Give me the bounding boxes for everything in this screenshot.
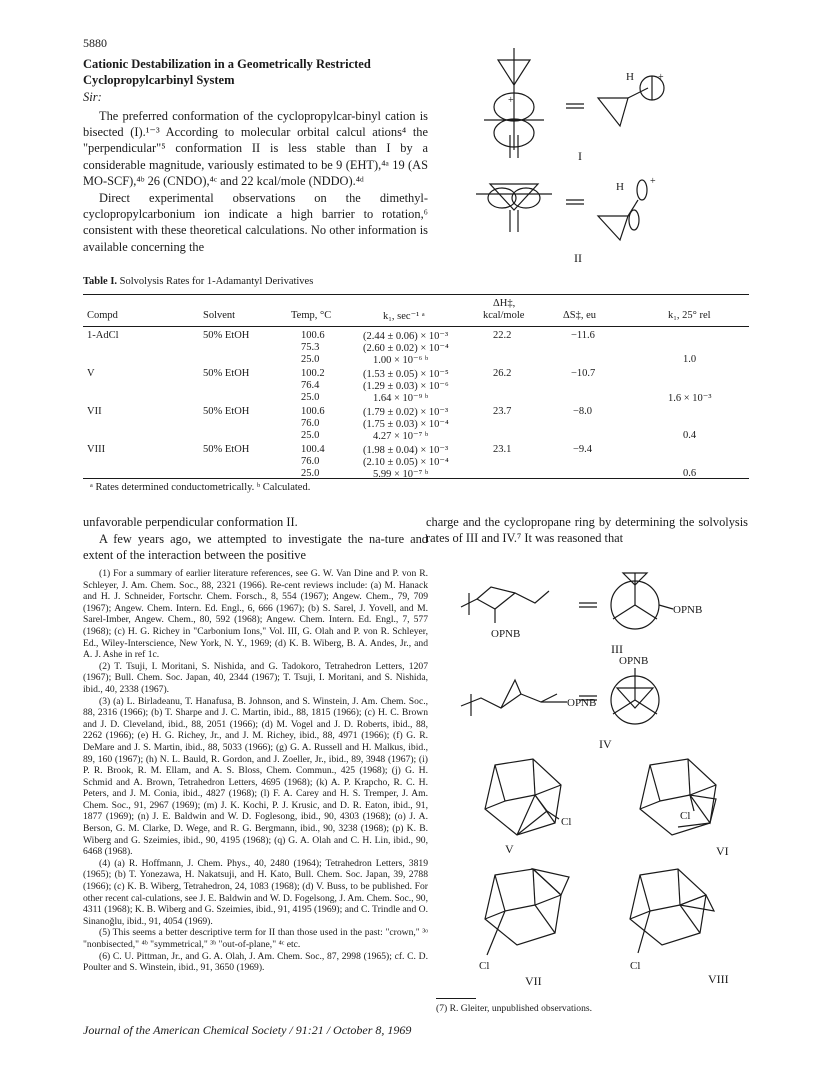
row-dh: 22.2 <box>493 330 512 341</box>
row-k1: 1.00 × 10⁻⁶ ᵇ <box>373 355 429 366</box>
row-solvent: 50% EtOH <box>203 330 250 341</box>
row-temp: 76.0 <box>301 456 320 467</box>
row-compd: 1-AdCl <box>87 330 119 341</box>
salutation: Sir: <box>83 90 102 104</box>
adamantane-bond-2 <box>505 895 561 911</box>
title-line-1: Cationic Destabilization in a Geometrically Restricted <box>83 57 371 71</box>
reference-7: (7) R. Gleiter, unpublished observations. <box>436 1003 593 1014</box>
row-ds: −11.6 <box>571 330 595 341</box>
table-rule-top <box>83 294 749 295</box>
paragraph-1: The preferred conformation of the cyclopropylcar-binyl cation is bisected (I).¹⁻³ According to molecular orbital calcul ations⁴ the "perpendicular"⁵ conformation II is less stable than I by a considerable magnitude, variously estimated to be 9 (EHT),⁴ᵃ 19 (AS MO-SCF),⁴ᵇ 26 (CNDO),⁴ᶜ and 22 kcal/mole (NDDO).⁴ᵈ <box>83 109 428 188</box>
row-krel: 1.0 <box>683 354 697 365</box>
paragraph-3: A few years ago, we attempted to investigate the na-ture and extent of the interaction between the positive <box>83 532 428 563</box>
row-dh: 23.1 <box>493 444 512 455</box>
opnb-bond <box>659 605 673 609</box>
adamantane-bond <box>485 875 505 919</box>
structure-I <box>470 40 700 163</box>
row-k1: 5.99 × 10⁻⁷ ᵇ <box>373 469 429 480</box>
cyclopropane-ring <box>490 184 538 210</box>
cyclopropane-ring <box>533 869 569 895</box>
reference-item: (1) For a summary of earlier literature references, see G. W. Van Dine and P. von R. Schleyer, J. Am. Chem. Soc., 88, 2321 (1966). Re-cent reviews include: (a) M. Hanack and H. J. Schneider, Fortschr. Chem. Forsch., 8, 554 (1967); Angew. Chem., 79, 709 (1967); Angew. Chem. Intern. Ed. Engl., 6, 666 (1967); (b) S. Sarel, J. Yovell, and M. Sarel-Imber, Angew. Chem., 80, 592 (1968); Angew. Chem. Intern. Ed. Engl., 7, 577 (1968); (c) H. G. Richey in "Carbonium Ions," Vol. III, G. Olah and P. von R. Schleyer, Ed., Wiley-Interscience, New York, N. Y., 1969; (d) K. B. Wiberg, B. A. Andes, Jr., and A. J. Ashe in ref 1c. <box>83 568 428 661</box>
table-footnote: ᵃ Rates determined conductometrically. ᵇ Calculated. <box>90 482 311 493</box>
row-k1: (1.75 ± 0.03) × 10⁻⁴ <box>363 419 449 430</box>
adamantane-bond-3 <box>533 759 535 795</box>
reference-item: (6) C. U. Pittman, Jr., and G. A. Olah, J. Am. Chem. Soc., 87, 2998 (1965); cf. C. D. Poulter and S. Winstein, ibid., 91, 3650 (1969). <box>83 950 428 974</box>
plus-label: + <box>508 95 514 106</box>
adamantane-bond-3 <box>678 869 680 905</box>
h-label: H <box>626 71 634 83</box>
structure-V <box>465 755 585 855</box>
row-solvent: 50% EtOH <box>203 444 250 455</box>
journal-footer: Journal of the American Chemical Society / 91:21 / October 8, 1969 <box>83 1023 412 1037</box>
article-title <box>83 56 428 88</box>
cyclohexane-chair <box>461 694 557 708</box>
row-solvent: 50% EtOH <box>203 368 250 379</box>
adamantane-bond <box>630 875 650 919</box>
row-temp: 76.0 <box>301 418 320 429</box>
label-VIII: VIII <box>708 972 729 986</box>
reference-item: (5) This seems a better descriptive term for II than those used in the past: "crown," ³ᵒ "nonbisected," ⁴ᵇ "symmetrical," ³ᵇ "out-of-plane," ⁴ᶜ etc. <box>83 927 428 950</box>
row-krel: 1.6 × 10⁻³ <box>668 393 712 404</box>
p-orbital-lobe-lower <box>629 210 639 230</box>
row-temp: 100.6 <box>301 330 325 341</box>
paragraph-cont-left: unfavorable perpendicular conformation II. <box>83 515 298 529</box>
plus-label-right: + <box>658 72 664 83</box>
row-compd: V <box>87 368 95 379</box>
row-k1: (2.60 ± 0.02) × 10⁻⁴ <box>363 343 449 354</box>
header-solvent: Solvent <box>203 310 236 321</box>
adamantane-bond <box>640 765 660 809</box>
table-caption-label: Table I. <box>83 276 118 287</box>
plus-label: + <box>650 176 656 187</box>
row-temp: 25.0 <box>301 430 320 441</box>
header-temp: Temp, °C <box>291 310 332 321</box>
structure-VIII <box>610 865 740 1000</box>
structure-II <box>470 170 700 270</box>
row-compd: VIII <box>87 444 106 455</box>
row-temp: 100.6 <box>301 406 325 417</box>
cyclopropane-ring-right <box>598 216 628 240</box>
row-k1: (1.53 ± 0.05) × 10⁻⁵ <box>363 369 449 380</box>
cl-label: Cl <box>630 960 641 972</box>
header-dh-top: ΔH‡, <box>493 298 516 309</box>
cyclopropane-ring <box>517 795 547 835</box>
table-rule-bottom <box>83 478 749 479</box>
newman-bond-right <box>635 605 657 619</box>
label-VII: VII <box>525 974 542 988</box>
paragraph-2: Direct experimental observations on the dimethyl-cyclopropylcarbonium ion indicate a high barrier to rotation,⁶ consistent with these theoretical calculations. No other information is available concerning the <box>83 191 428 254</box>
label-III: III <box>611 642 623 656</box>
row-temp: 76.4 <box>301 380 320 391</box>
opnb-label-right: OPNB <box>673 604 703 616</box>
adamantane-bond-4 <box>680 905 700 933</box>
row-krel: 0.4 <box>683 430 697 441</box>
row-temp: 25.0 <box>301 468 320 479</box>
reference-item: (2) T. Tsuji, I. Moritani, S. Nishida, and G. Tadokoro, Tetrahedron Letters, 1207 (1967); Bull. Chem. Soc. Japan, 40, 2344 (1967); T. Tsuji, I. Moritani, and S. Nishida, ibid., 40, 2338 (1967). <box>83 660 428 695</box>
adamantane-bond-3 <box>688 759 690 795</box>
cyclohexane-chair <box>461 591 549 609</box>
row-dh: 23.7 <box>493 406 512 417</box>
row-k1: 1.64 × 10⁻⁹ ᵇ <box>373 393 429 404</box>
structure-IV <box>455 650 745 750</box>
header-k1: k₁, sec⁻¹ ᵃ <box>383 311 425 322</box>
label-VI: VI <box>716 844 729 858</box>
table-rule-header <box>83 326 749 327</box>
header-dh-bottom: kcal/mole <box>483 310 525 321</box>
row-k1: (2.10 ± 0.05) × 10⁻⁴ <box>363 457 449 468</box>
row-ds: −8.0 <box>573 406 593 417</box>
footnote-rule <box>436 998 476 999</box>
page-number: 5880 <box>83 36 107 50</box>
cyclopropane-bonds <box>501 680 521 708</box>
adamantane-bond <box>485 765 505 809</box>
title-line-2: Cyclopropylcarbinyl System <box>83 73 235 87</box>
structure-VI <box>620 755 740 858</box>
label-II: II <box>574 251 582 265</box>
c-cl-bond <box>638 911 650 953</box>
reference-item: (4) (a) R. Hoffmann, J. Chem. Phys., 40, 2480 (1964); Tetrahedron Letters, 3819 (1965); (b) T. Yonezawa, H. Nakatsuji, and H. Kato, Bull. Chem. Soc. Japan, 39, 2788 (1966); (c) K. B. Wiberg, Tetrahedron, 24, 1083 (1968); (d) V. Buss, to be published. For other recent cal-culations, see J. E. Baldwin and W. D. Fogelsong, J. Am. Chem. Soc., 90, 4311 (1968); K. B. Wiberg and G. Szeimies, ibid., 91, 4195 (1969); and C. Trindle and O. Sinanoğlu, ibid., 91, 4054 (1969). <box>83 857 428 927</box>
row-temp: 100.4 <box>301 444 325 455</box>
header-compd: Compd <box>87 310 118 321</box>
opnb-label-top: OPNB <box>619 655 649 667</box>
header-krel: k₁, 25° rel <box>668 310 711 321</box>
structure-VII <box>465 865 585 1000</box>
solvolysis-table <box>83 298 749 488</box>
row-k1: (1.98 ± 0.04) × 10⁻³ <box>363 445 449 456</box>
row-temp: 100.2 <box>301 368 325 379</box>
row-dh: 26.2 <box>493 368 512 379</box>
cl-label: Cl <box>680 810 691 822</box>
table-caption-text: Solvolysis Rates for 1-Adamantyl Derivatives <box>119 276 314 287</box>
cl-label: Cl <box>479 960 490 972</box>
row-k1: 4.27 × 10⁻⁷ ᵇ <box>373 431 429 442</box>
bond-to-cation <box>628 88 648 98</box>
row-k1: (1.79 ± 0.02) × 10⁻³ <box>363 407 449 418</box>
newman-bond-right <box>635 700 657 714</box>
label-I: I <box>578 149 582 163</box>
adamantane-bond-3 <box>533 869 535 905</box>
structure-III <box>455 565 745 660</box>
row-compd: VII <box>87 406 102 417</box>
newman-bond-left <box>613 700 635 714</box>
cyclopropane-ring <box>680 895 714 911</box>
header-ds: ΔS‡, eu <box>563 310 597 321</box>
paragraph-cont-right: charge and the cyclopropane ring by determining the solvolysis rates of III and IV.⁷ It was reasoned that <box>426 515 748 546</box>
label-V: V <box>505 842 514 856</box>
row-temp: 75.3 <box>301 342 320 353</box>
row-krel: 0.6 <box>683 468 697 479</box>
p-orbital-lobe-upper <box>637 180 647 200</box>
row-ds: −10.7 <box>571 368 596 379</box>
adamantane-bond-4 <box>535 905 555 933</box>
label-IV: IV <box>599 737 612 751</box>
bond-to-cation <box>628 200 638 216</box>
cl-label: Cl <box>561 816 572 828</box>
table-caption <box>83 276 313 287</box>
opnb-label: OPNB <box>491 628 521 640</box>
row-temp: 25.0 <box>301 354 320 365</box>
references <box>83 568 428 974</box>
row-solvent: 50% EtOH <box>203 406 250 417</box>
adamantane-bond-2 <box>660 785 716 801</box>
row-temp: 25.0 <box>301 392 320 403</box>
cyclopropane-ring-right <box>598 98 628 126</box>
row-ds: −9.4 <box>573 444 593 455</box>
row-k1: (1.29 ± 0.03) × 10⁻⁶ <box>363 381 449 392</box>
opnb-label: OPNB <box>567 697 597 709</box>
row-k1: (2.44 ± 0.06) × 10⁻³ <box>363 331 449 342</box>
h-label: H <box>616 181 624 193</box>
newman-bond-left <box>613 605 635 619</box>
reference-item: (3) (a) L. Birladeanu, T. Hanafusa, B. Johnson, and S. Winstein, J. Am. Chem. Soc., 88, 2316 (1966); (b) T. Sharpe and J. C. Martin, ibid., 88, 1815 (1966); (c) H. C. Brown and J. D. Cleveland, ibid., 88, 2051 (1966); (d) M. Vogel and J. D. Roberts, ibid., 88, 2262 (1966); (e) H. G. Richey, Jr., and J. M. Richey, ibid., 88, 4971 (1966); (f) G. R. DeMare and J. S. Martin, ibid., 88, 5033 (1966); (g) G. A. Russell and H. Malkus, ibid., 89, 160 (1967); (h) N. L. Bauld, R. Gordon, and J. Zoeller, Jr., ibid., 89, 3948 (1967); (i) P. R. Brook, R. M. Ellam, and A. S. Bloss, Chem. Commun., 425 (1968); (j) G. H. Schmid and A. Brown, Tetrahedron Letters, 4695 (1968); (k) A. P. Krapcho, R. C. H. Peters, and J. M. Conia, ibid., 4827 (1968); (l) F. A. Carey and H. S. Tremper, J. Am. Chem. Soc., 91, 2967 (1969); (m) J. K. Kochi, P. J. Krusic, and D. R. Eaton, ibid., 91, 1877 (1969); (n) J. E. Baldwin and W. D. Foglesong, ibid., 90, 4303 (1968); (o) J. A. Berson, G. M. Clarke, D. Wege, and R. G. Bergmann, ibid., 90, 3238 (1968); (p) K. B. Wiberg and G. Szeimies, ibid., 90, 4195 (1968); (q) G. A. Olah and C. H. Lin, ibid., 90, 6468 (1968). <box>83 695 428 858</box>
